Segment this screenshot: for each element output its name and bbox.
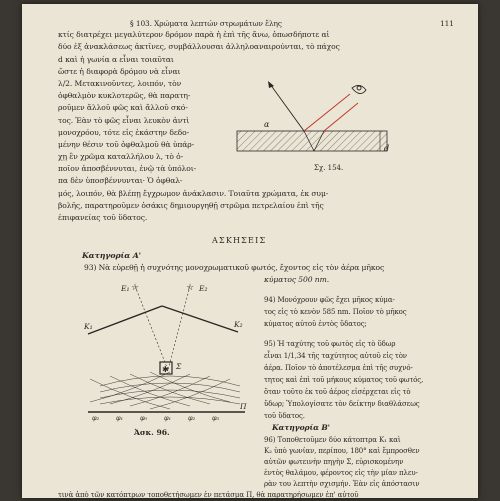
phi-label: φ₂: [92, 414, 100, 422]
text-line: ὀφθαλμὸν κυκλοτερῶς, θὰ παρατη-: [58, 91, 191, 100]
text-line: ὥστε ἡ διαφορὰ δρόμου νὰ εἶναι: [58, 67, 181, 76]
category-b-heading: Κατηγορία Β': [272, 423, 330, 432]
exercise-96-line: ρὰν του λεπτὴν σχισμήν. Ἐὰν εἰς ἀπόστασιν: [264, 480, 420, 488]
label-e2: E₂: [199, 284, 208, 293]
text-line: χῃ ἓν χρῶμα καταλλήλου λ, τὸ ὁ-: [58, 152, 184, 161]
label-pi: Π: [240, 402, 247, 411]
exercise-95-line: ὕδωρ; Ὑπολογίσατε τὸν δείκτην διαθλάσεως: [264, 400, 420, 408]
text-line: ροῦμεν ἄλλοῦ φῶς καὶ ἄλλοῦ σκό-: [58, 103, 188, 112]
exercise-94-line: τος εἰς τὸ κενὸν 585 nm. Ποῖον τὸ μῆκος: [264, 308, 407, 316]
source-star-icon: ✱: [162, 365, 169, 374]
exercise-93-line: 93) Νὰ εὑρεθῇ ἡ συχνότης μονοχρωματικοῦ φωτός, ἔχοντος εἰς τὸν ἀέρα μῆκος: [84, 263, 385, 272]
page-number: 111: [440, 19, 454, 28]
exercise-94-line: 94) Μονόχρουν φῶς ἔχει μῆκος κύμα-: [264, 296, 395, 304]
alpha-label: α: [264, 120, 270, 129]
exercise-95-line: ὅταν τοῦτο ἐκ τοῦ ἀέρος εἰσέρχεται εἰς τὸ: [264, 388, 411, 396]
exercise-96-line: K₂ ὑπὸ γωνίαν, περίπου, 180° καὶ ἔμπροσθεν: [264, 447, 420, 455]
mirror-k2: [162, 306, 238, 332]
text-line: μένην θέσιν τοῦ ὀφθαλμοῦ θὰ ὑπάρ-: [58, 140, 195, 149]
text-line: τος. Ἐὰν τὸ φῶς εἶναι λευκὸν ἀντὶ: [58, 116, 190, 125]
phi-label: φ₁: [164, 414, 172, 422]
book-page: [22, 4, 478, 498]
exercises-title: ΑΣΚΗΣΕΙΣ: [212, 236, 267, 245]
fresnel-mirrors-figure: [80, 284, 250, 424]
text-line: d καὶ ἡ γωνία α εἶναι τοιαῦται: [58, 55, 174, 64]
text-line: βολῆς, παρατηροῦμεν ὁσάκις δημιουργηθῇ στρῶμα πετρελαίου ἐπὶ τῆς: [58, 201, 324, 210]
exercise-96-line: αὐτῶν φωτεινὴν πηγὴν Σ, εὐρισκομένην: [264, 458, 404, 466]
text-line: μός, λοιπόν, θὰ βλέπῃ ἔγχρωμον ἀνάκλασιν. Τοιαῦτα χρώματα, ἐκ συμ-: [58, 189, 329, 198]
label-k1: K₁: [84, 322, 93, 331]
star-e1-icon: ☆: [131, 283, 140, 293]
text-line: κτίς διατρέχει μεγαλύτερον δρόμον παρὰ ἡ ἐπὶ τῆς ἄνω, ὁπωσδήποτε αἱ: [58, 30, 330, 39]
wavefronts: [90, 372, 240, 409]
ray-e1: [135, 286, 168, 370]
exercise-95-line: τοῦ ὕδατος.: [264, 412, 305, 420]
ray-e2: [168, 286, 190, 370]
exercise-96-line: τινὰ ἀπὸ τῶν κατόπτρων τοποθετήσωμεν ἐν πετάσμα Π, θὰ παρατηρήσωμεν ἐπ' αὐτοῦ: [58, 491, 359, 499]
exercise-96-line: ἐντὸς θαλάμου, φέροντος εἰς τὴν μίαν πλευ-: [264, 469, 418, 477]
text-line: μονοχρόου, τότε εἰς ἑκάστην δεδο-: [58, 128, 190, 137]
fig154-caption: Σχ. 154.: [314, 164, 344, 172]
reflected-ray-2: [324, 103, 358, 131]
thin-film-figure: [232, 76, 392, 181]
text-line: πα δὲν ὑποσβέννυνται· Ὁ ὀφθαλ-: [58, 176, 183, 185]
category-a-heading: Κατηγορία Α': [82, 251, 141, 260]
star-e2-icon: ☆: [186, 283, 195, 293]
text-line: δύο ἐξ ἀνακλάσεως ἀκτῖνες, συμβάλλουσαι ἀλληλοαναιρούνται, τὸ πάχος: [58, 42, 340, 51]
fig96-caption: Ἀσκ. 96.: [134, 428, 170, 437]
phi-label: φ₃: [212, 414, 220, 422]
exercise-93-line: κύματος 500 nm.: [264, 275, 330, 284]
mirror-k1: [88, 306, 162, 334]
exercise-95-line: εἶναι 1/1,34 τῆς ταχύτητος αὐτοῦ εἰς τὸν: [264, 352, 407, 360]
arrow-head: [268, 81, 274, 88]
label-k2: K₂: [234, 320, 243, 329]
text-line: ἐπιφανείας τοῦ ὕδατος.: [58, 213, 148, 222]
d-label: d: [384, 144, 390, 153]
incident-ray: [270, 84, 304, 131]
film-layer: [237, 131, 390, 153]
text-line: ποῖον ἀποσβέννυται, ἐνῷ τὰ ὑπόλοι-: [58, 164, 197, 173]
text-line: λ/2. Μετακινοῦντες, λοιπόν, τὸν: [58, 79, 182, 88]
reflected-ray-1: [304, 94, 350, 131]
exercise-94-line: κύματος αὐτοῦ ἐντὸς ὕδατος;: [264, 320, 367, 328]
exercise-96-line: 96) Τοποθετοῦμεν δύο κάτοπτρα K₁ καὶ: [264, 436, 401, 444]
phi-label: φ₂: [188, 414, 196, 422]
label-sigma: Σ: [176, 362, 182, 371]
eye-icon: [352, 85, 366, 93]
exercise-95-line: 95) Ἡ ταχύτης τοῦ φωτὸς εἰς τὸ ὕδωρ: [264, 340, 396, 348]
running-header: § 103. Χρώματα λεπτών στρωμάτων ἔλης: [130, 19, 282, 28]
exercise-95-line: τητος καὶ ἐπὶ τοῦ μήκους κύματος τοῦ φωτός,: [264, 376, 424, 384]
label-e1: E₁: [121, 284, 130, 293]
phi-label: φ₀: [140, 414, 148, 422]
phi-label: φ₁: [116, 414, 124, 422]
exercise-95-line: ἀέρα. Ποῖον τὸ ἀποτέλεσμα ἐπὶ τῆς συχνό-: [264, 364, 413, 372]
